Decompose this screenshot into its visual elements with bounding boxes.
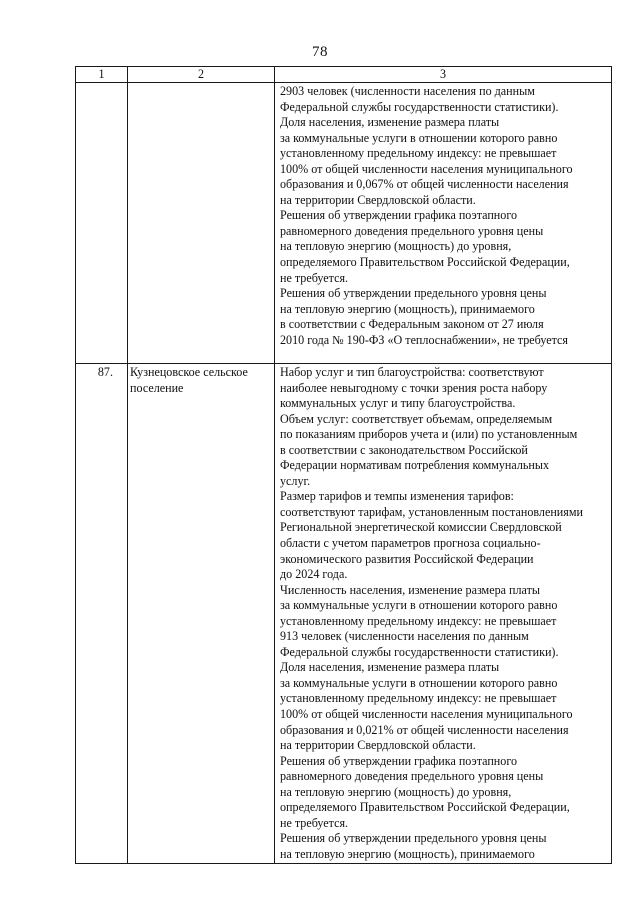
table-row — [76, 364, 612, 864]
description-line: на тепловую энергию (мощность), принимаемого — [280, 846, 535, 861]
description-line: Федерации нормативам потребления коммунальных — [280, 458, 550, 473]
description-line: образования и 0,067% от общей численности населения — [280, 177, 569, 192]
description-line: образования и 0,021% от общей численности населения — [280, 722, 569, 737]
table-header-row — [76, 67, 612, 83]
header-col-2: 2 — [128, 67, 275, 83]
description-cell — [275, 364, 612, 864]
description-line: на тепловую энергию (мощность) до уровня, — [280, 239, 512, 254]
description-line: равномерного доведения предельного уровня цены — [280, 223, 544, 238]
description-line: Доля населения, изменение размера платы — [280, 115, 500, 130]
description-line: Объем услуг: соответствует объемам, определяемым — [280, 411, 553, 426]
description-line: за коммунальные услуги в отношении которого равно — [280, 675, 558, 690]
description-line: за коммунальные услуги в отношении которого равно — [280, 130, 558, 145]
description-line: Региональной энергетической комиссии Свердловской — [280, 520, 562, 535]
description-line: Федеральной службы государственности статистики). — [280, 644, 559, 659]
description-line: Численность населения, изменение размера платы — [280, 582, 540, 597]
description-line: Решения об утверждении графика поэтапного — [280, 753, 518, 768]
description-line: за коммунальные услуги в отношении которого равно — [280, 598, 558, 613]
description-line: по показаниям приборов учета и (или) по установленным — [280, 427, 578, 442]
description-line: до 2024 года. — [280, 567, 348, 582]
description-line: 913 человек (численности населения по данным — [280, 629, 529, 644]
description-line: не требуется. — [280, 270, 349, 285]
municipality-name-line: поселение — [130, 380, 184, 395]
description-line: на тепловую энергию (мощность), принимаемого — [280, 301, 535, 316]
page-number: 78 — [312, 44, 328, 60]
description-line: соответствуют тарифам, установленным постановлениями — [280, 504, 583, 519]
description-line: 2903 человек (численности населения по данным — [280, 84, 535, 98]
description-line: 100% от общей численности населения муниципального — [280, 161, 573, 176]
table-row — [76, 83, 612, 364]
description-line: Размер тарифов и темпы изменения тарифов: — [280, 489, 514, 504]
municipality-name-cell — [128, 83, 275, 364]
description-line: области с учетом параметров прогноза социально- — [280, 536, 541, 551]
description-line: Доля населения, изменение размера платы — [280, 660, 500, 675]
header-col-3: 3 — [275, 67, 612, 83]
description-line: Федеральной службы государственности статистики). — [280, 99, 559, 114]
description-line: на территории Свердловской области. — [280, 738, 476, 753]
description-line: экономического развития Российской Федерации — [280, 551, 534, 566]
description-line: установленному предельному индексу: не превышает — [280, 613, 557, 628]
description-line: услуг. — [280, 473, 311, 488]
description-line: не требуется. — [280, 815, 349, 830]
row-number — [76, 83, 128, 364]
description-line: установленному предельному индексу: не превышает — [280, 691, 557, 706]
description-line: Решения об утверждении предельного уровня цены — [280, 286, 547, 301]
row-number: 87. — [76, 364, 128, 864]
description-line: определяемого Правительством Российской Федерации, — [280, 800, 570, 815]
description-cell — [275, 83, 612, 364]
description-line: коммунальных услуг и типу благоустройства. — [280, 396, 516, 411]
description-line: наиболее невыгодному с точки зрения роста набору — [280, 380, 548, 395]
description-line: Решения об утверждении предельного уровня цены — [280, 831, 547, 846]
document-table — [75, 66, 612, 864]
header-col-1: 1 — [76, 67, 128, 83]
description-line: Набор услуг и тип благоустройства: соответствуют — [280, 365, 544, 379]
description-line: определяемого Правительством Российской Федерации, — [280, 255, 570, 270]
description-line: на территории Свердловской области. — [280, 192, 476, 207]
description-line: равномерного доведения предельного уровня цены — [280, 769, 544, 784]
municipality-name-cell — [128, 364, 275, 864]
description-line: установленному предельному индексу: не превышает — [280, 146, 557, 161]
description-line: Решения об утверждении графика поэтапного — [280, 208, 518, 223]
description-line: на тепловую энергию (мощность) до уровня, — [280, 784, 512, 799]
description-line: в соответствии с Федеральным законом от 27 июля — [280, 317, 544, 332]
municipality-name-line: Кузнецовское сельское — [130, 365, 248, 379]
description-line: 100% от общей численности населения муниципального — [280, 707, 573, 722]
description-line: 2010 года № 190-ФЗ «О теплоснабжении», не требуется — [280, 332, 568, 347]
description-line: в соответствии с законодательством Российской — [280, 442, 528, 457]
